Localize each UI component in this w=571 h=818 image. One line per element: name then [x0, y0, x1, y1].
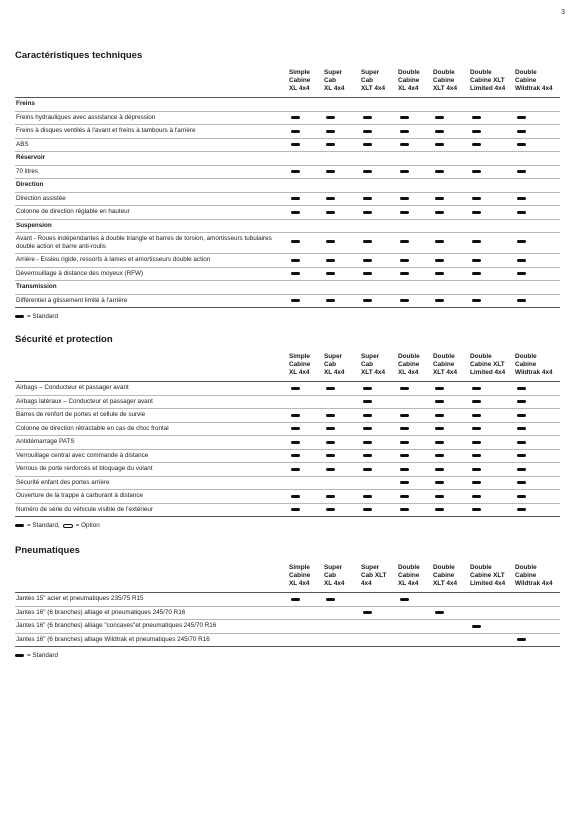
column-headers	[15, 353, 560, 381]
table-row	[15, 206, 560, 220]
standard-mark-icon	[472, 400, 481, 403]
standard-mark-icon	[517, 468, 526, 471]
standard-mark-icon	[15, 315, 24, 318]
standard-mark-icon	[435, 400, 444, 403]
table-row	[15, 233, 560, 254]
standard-mark-icon	[326, 454, 335, 457]
feature-label: Différentiel à glissement limité à l'arrière	[16, 296, 128, 304]
standard-mark-icon	[291, 211, 300, 214]
table-row	[15, 620, 560, 634]
column-headers	[15, 564, 560, 592]
standard-mark-icon	[363, 400, 372, 403]
category-label: Réservoir	[16, 154, 46, 161]
feature-label: Jantes 16" (6 branches) alliage "concaves"et pneumatiques 245/70 R16	[16, 622, 217, 629]
standard-mark-icon	[326, 508, 335, 511]
standard-mark-icon	[363, 414, 372, 417]
standard-mark-icon	[326, 387, 335, 390]
standard-mark-icon	[472, 130, 481, 133]
spec-table	[15, 381, 560, 517]
standard-mark-icon	[517, 638, 526, 641]
standard-mark-icon	[400, 211, 409, 214]
column-header: Super Cab XL 4x4	[324, 69, 345, 92]
feature-label: Direction assistée	[16, 194, 66, 202]
feature-label: Ouverture de la trappe à carburant à distance	[16, 492, 144, 499]
column-header: Double Cabine XLT 4x4	[433, 69, 458, 92]
feature-label: Airbags latéraux – Conducteur et passager avant	[16, 397, 153, 405]
section-title: Pneumatiques	[15, 545, 80, 556]
standard-mark-icon	[291, 598, 300, 601]
standard-mark-icon	[517, 240, 526, 243]
section-title: Caractéristiques techniques	[15, 50, 143, 61]
category-row	[15, 281, 560, 295]
standard-mark-icon	[400, 481, 409, 484]
standard-mark-icon	[435, 259, 444, 262]
column-header: Double Cabine Wildtrak 4x4	[515, 353, 553, 376]
table-row	[15, 193, 560, 207]
table-row	[15, 295, 560, 309]
standard-mark-icon	[472, 211, 481, 214]
column-header: Super Cab XLT 4x4	[361, 564, 387, 587]
standard-mark-icon	[326, 272, 335, 275]
standard-mark-icon	[326, 240, 335, 243]
standard-mark-icon	[363, 454, 372, 457]
standard-mark-icon	[363, 468, 372, 471]
spec-table	[15, 97, 560, 308]
legend-standard-text: = Standard	[27, 652, 58, 659]
feature-label: Freins à disques ventilés à l'avant et freins à tambours à l'arrière	[16, 127, 196, 134]
standard-mark-icon	[291, 116, 300, 119]
legend-option-text: = Option	[75, 522, 100, 529]
page-number: 3	[561, 9, 565, 16]
standard-mark-icon	[472, 427, 481, 430]
standard-mark-icon	[291, 427, 300, 430]
standard-mark-icon	[472, 143, 481, 146]
standard-mark-icon	[435, 116, 444, 119]
category-label: Direction	[16, 181, 44, 188]
standard-mark-icon	[435, 272, 444, 275]
standard-mark-icon	[291, 143, 300, 146]
feature-label: Sécurité enfant des portes arrière	[16, 478, 110, 486]
standard-mark-icon	[517, 197, 526, 200]
standard-mark-icon	[363, 170, 372, 173]
feature-label: Antidémarrage PATS	[16, 438, 75, 445]
standard-mark-icon	[363, 427, 372, 430]
standard-mark-icon	[363, 116, 372, 119]
column-header: Super Cab XL 4x4	[324, 564, 345, 587]
table-row	[15, 607, 560, 621]
category-row	[15, 179, 560, 193]
section-pneumatiques	[15, 545, 560, 659]
standard-mark-icon	[472, 387, 481, 390]
standard-mark-icon	[400, 272, 409, 275]
table-row	[15, 268, 560, 282]
column-header: Super Cab XL 4x4	[324, 353, 345, 376]
standard-mark-icon	[517, 272, 526, 275]
standard-mark-icon	[472, 508, 481, 511]
column-header: Double Cabine XLT Limited 4x4	[470, 69, 506, 92]
column-header: Simple Cabine XL 4x4	[289, 69, 311, 92]
standard-mark-icon	[400, 427, 409, 430]
standard-mark-icon	[517, 481, 526, 484]
standard-mark-icon	[326, 414, 335, 417]
standard-mark-icon	[326, 495, 335, 498]
category-row	[15, 220, 560, 234]
table-row	[15, 477, 560, 491]
table-row	[15, 634, 560, 648]
standard-mark-icon	[400, 259, 409, 262]
standard-mark-icon	[326, 170, 335, 173]
standard-mark-icon	[517, 427, 526, 430]
column-header: Double Cabine XLT 4x4	[433, 564, 458, 587]
feature-label: Numéro de série du véhicule visible de l'extérieur	[16, 505, 154, 513]
table-row	[15, 450, 560, 464]
table-row	[15, 166, 560, 180]
feature-label: Freins hydrauliques avec assistance à dépression	[16, 113, 156, 121]
standard-mark-icon	[400, 495, 409, 498]
spec-table	[15, 592, 560, 647]
standard-mark-icon	[400, 130, 409, 133]
standard-mark-icon	[435, 454, 444, 457]
standard-mark-icon	[472, 495, 481, 498]
standard-mark-icon	[472, 468, 481, 471]
standard-mark-icon	[517, 441, 526, 444]
standard-mark-icon	[472, 259, 481, 262]
standard-mark-icon	[472, 625, 481, 628]
standard-mark-icon	[291, 130, 300, 133]
standard-mark-icon	[517, 211, 526, 214]
standard-mark-icon	[291, 441, 300, 444]
standard-mark-icon	[363, 130, 372, 133]
standard-mark-icon	[400, 170, 409, 173]
standard-mark-icon	[435, 211, 444, 214]
standard-mark-icon	[363, 272, 372, 275]
standard-mark-icon	[517, 414, 526, 417]
standard-mark-icon	[363, 495, 372, 498]
standard-mark-icon	[326, 299, 335, 302]
standard-mark-icon	[326, 259, 335, 262]
standard-mark-icon	[435, 495, 444, 498]
standard-mark-icon	[400, 197, 409, 200]
standard-mark-icon	[291, 272, 300, 275]
standard-mark-icon	[435, 468, 444, 471]
standard-mark-icon	[472, 240, 481, 243]
table-row	[15, 396, 560, 410]
standard-mark-icon	[435, 414, 444, 417]
standard-mark-icon	[15, 524, 24, 527]
standard-mark-icon	[291, 414, 300, 417]
standard-mark-icon	[472, 481, 481, 484]
standard-mark-icon	[400, 468, 409, 471]
standard-mark-icon	[400, 143, 409, 146]
standard-mark-icon	[517, 299, 526, 302]
standard-mark-icon	[517, 143, 526, 146]
standard-mark-icon	[472, 116, 481, 119]
standard-mark-icon	[363, 197, 372, 200]
standard-mark-icon	[435, 197, 444, 200]
standard-mark-icon	[435, 481, 444, 484]
legend	[15, 313, 560, 320]
standard-mark-icon	[472, 441, 481, 444]
feature-label: 70 litres	[16, 167, 39, 175]
table-row	[15, 463, 560, 477]
column-headers	[15, 69, 560, 97]
standard-mark-icon	[363, 441, 372, 444]
standard-mark-icon	[517, 508, 526, 511]
standard-mark-icon	[326, 427, 335, 430]
standard-mark-icon	[472, 299, 481, 302]
standard-mark-icon	[517, 454, 526, 457]
table-row	[15, 254, 560, 268]
standard-mark-icon	[472, 170, 481, 173]
feature-label: Barres de renfort de portes et cellule de survie	[16, 411, 146, 418]
table-row	[15, 490, 560, 504]
standard-mark-icon	[291, 454, 300, 457]
standard-mark-icon	[291, 387, 300, 390]
standard-mark-icon	[326, 143, 335, 146]
standard-mark-icon	[435, 611, 444, 614]
standard-mark-icon	[363, 611, 372, 614]
table-row	[15, 112, 560, 126]
standard-mark-icon	[326, 116, 335, 119]
standard-mark-icon	[400, 299, 409, 302]
feature-label: Colonne de direction rétractable en cas de choc frontal	[16, 424, 169, 432]
standard-mark-icon	[363, 387, 372, 390]
standard-mark-icon	[400, 508, 409, 511]
standard-mark-icon	[400, 387, 409, 390]
standard-mark-icon	[291, 495, 300, 498]
standard-mark-icon	[517, 387, 526, 390]
standard-mark-icon	[400, 598, 409, 601]
standard-mark-icon	[363, 508, 372, 511]
category-label: Suspension	[16, 221, 52, 229]
feature-label: Avant - Roues indépendantes à double triangle et barres de torsion, amortisseurs tubulaires double action et barre anti-roulis	[16, 235, 272, 250]
category-label: Freins	[16, 100, 35, 107]
column-header: Super Cab XLT 4x4	[361, 353, 386, 376]
standard-mark-icon	[291, 170, 300, 173]
feature-label: Jantes 15" acier et pneumatiques 235/75 R15	[16, 595, 144, 602]
option-mark-icon	[63, 524, 73, 528]
standard-mark-icon	[363, 299, 372, 302]
standard-mark-icon	[400, 414, 409, 417]
standard-mark-icon	[400, 240, 409, 243]
standard-mark-icon	[326, 441, 335, 444]
feature-label: Jantes 16" (6 branches) alliage Wildtrak et pneumatiques 245/70 R16	[16, 635, 210, 643]
standard-mark-icon	[291, 259, 300, 262]
standard-mark-icon	[517, 259, 526, 262]
standard-mark-icon	[517, 400, 526, 403]
section-caracteristiques-techniques	[15, 50, 560, 320]
standard-mark-icon	[363, 240, 372, 243]
feature-label: Verrous de porte renforcés et bloquage du volant	[16, 465, 153, 472]
standard-mark-icon	[400, 454, 409, 457]
legend	[15, 652, 560, 659]
standard-mark-icon	[326, 598, 335, 601]
category-row	[15, 152, 560, 166]
standard-mark-icon	[291, 240, 300, 243]
table-row	[15, 436, 560, 450]
legend-standard-text: = Standard,	[27, 522, 60, 529]
standard-mark-icon	[435, 427, 444, 430]
column-header: Double Cabine Wildtrak 4x4	[515, 564, 553, 587]
standard-mark-icon	[435, 441, 444, 444]
category-row	[15, 98, 560, 112]
table-row	[15, 504, 560, 518]
column-header: Double Cabine XL 4x4	[398, 564, 420, 587]
standard-mark-icon	[291, 299, 300, 302]
standard-mark-icon	[517, 130, 526, 133]
feature-label: Airbags – Conducteur et passager avant	[16, 384, 129, 391]
standard-mark-icon	[291, 197, 300, 200]
table-row	[15, 593, 560, 607]
standard-mark-icon	[435, 387, 444, 390]
standard-mark-icon	[326, 468, 335, 471]
standard-mark-icon	[435, 170, 444, 173]
table-row	[15, 423, 560, 437]
standard-mark-icon	[326, 130, 335, 133]
legend	[15, 522, 560, 529]
standard-mark-icon	[472, 414, 481, 417]
standard-mark-icon	[291, 468, 300, 471]
column-header: Simple Cabine XL 4x4	[289, 564, 311, 587]
column-header: Double Cabine XLT Limited 4x4	[470, 564, 506, 587]
table-row	[15, 382, 560, 396]
column-header: Simple Cabine XL 4x4	[289, 353, 311, 376]
standard-mark-icon	[472, 272, 481, 275]
category-label: Transmission	[16, 283, 57, 290]
legend-standard-text: = Standard	[27, 313, 58, 320]
standard-mark-icon	[326, 197, 335, 200]
standard-mark-icon	[472, 197, 481, 200]
standard-mark-icon	[400, 116, 409, 119]
standard-mark-icon	[291, 508, 300, 511]
column-header: Double Cabine XL 4x4	[398, 69, 420, 92]
standard-mark-icon	[326, 211, 335, 214]
standard-mark-icon	[435, 508, 444, 511]
column-header: Super Cab XLT 4x4	[361, 69, 386, 92]
column-header: Double Cabine XLT Limited 4x4	[470, 353, 506, 376]
feature-label: ABS	[16, 140, 29, 148]
standard-mark-icon	[363, 211, 372, 214]
standard-mark-icon	[472, 454, 481, 457]
table-row	[15, 139, 560, 153]
feature-label: Verrouillage central avec commande à distance	[16, 451, 149, 459]
standard-mark-icon	[435, 299, 444, 302]
standard-mark-icon	[435, 130, 444, 133]
standard-mark-icon	[435, 143, 444, 146]
table-row	[15, 409, 560, 423]
standard-mark-icon	[363, 259, 372, 262]
standard-mark-icon	[517, 170, 526, 173]
standard-mark-icon	[435, 240, 444, 243]
feature-label: Déverrouillage à distance des moyeux (RFW)	[16, 269, 144, 277]
column-header: Double Cabine XLT 4x4	[433, 353, 458, 376]
standard-mark-icon	[517, 495, 526, 498]
standard-mark-icon	[363, 143, 372, 146]
section-title: Sécurité et protection	[15, 334, 113, 345]
feature-label: Colonne de direction réglable en hauteur	[16, 208, 130, 215]
column-header: Double Cabine Wildtrak 4x4	[515, 69, 553, 92]
standard-mark-icon	[400, 441, 409, 444]
feature-label: Arrière - Essieu rigide, ressorts à lames et amortisseurs double action	[16, 256, 211, 263]
standard-mark-icon	[517, 116, 526, 119]
table-row	[15, 125, 560, 139]
section-securite-protection	[15, 334, 560, 529]
column-header: Double Cabine XL 4x4	[398, 353, 420, 376]
standard-mark-icon	[15, 654, 24, 657]
feature-label: Jantes 16" (6 branches) alliage et pneumatiques 245/70 R16	[16, 608, 186, 616]
